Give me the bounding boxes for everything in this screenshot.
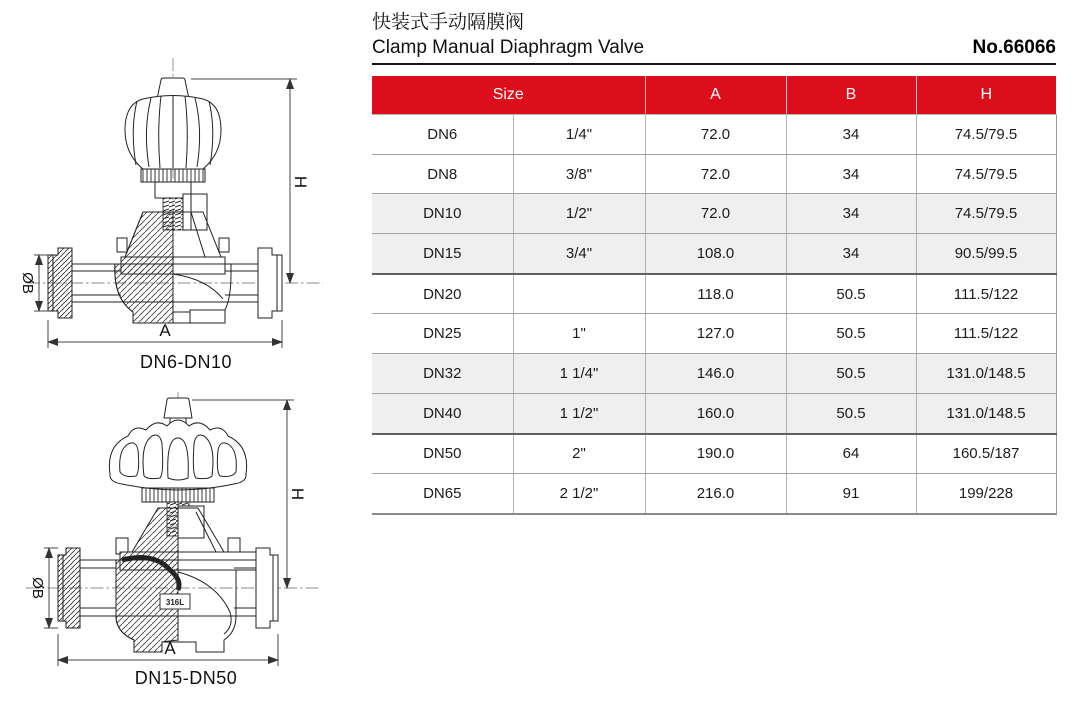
column-header-size: Size (372, 76, 645, 115)
valve-small-diagram (17, 52, 355, 352)
table-row (372, 314, 1056, 354)
a-value-cell: 146.0 (645, 354, 786, 394)
table-row (372, 115, 1056, 155)
size-inch-cell: 1 1/2" (513, 393, 645, 433)
column-header-h: H (916, 76, 1056, 115)
h-value-cell: 74.5/79.5 (916, 115, 1056, 155)
bonnet-section (132, 508, 178, 552)
table-row (372, 393, 1056, 433)
bonnet-section (125, 212, 173, 257)
a-value-cell: 118.0 (645, 274, 786, 314)
spec-table (372, 76, 1057, 515)
size-inch-cell: 1" (513, 314, 645, 354)
a-value-cell: 127.0 (645, 314, 786, 354)
table-row (372, 274, 1056, 314)
h-value-cell: 74.5/79.5 (916, 154, 1056, 194)
table-row (372, 234, 1056, 274)
drawing-dn15-dn50 (12, 390, 360, 700)
size-dn-cell: DN25 (372, 314, 513, 354)
h-value-cell: 131.0/148.5 (916, 354, 1056, 394)
size-inch-cell: 1/2" (513, 194, 645, 234)
dim-label-h: H (288, 487, 307, 501)
b-value-cell: 34 (786, 234, 916, 274)
size-inch-cell: 2 1/2" (513, 474, 645, 514)
size-dn-cell: DN32 (372, 354, 513, 394)
size-inch-cell: 1 1/4" (513, 354, 645, 394)
bonnet-lug-left (117, 238, 127, 252)
bonnet-lug-right (219, 238, 229, 252)
size-dn-cell: DN15 (372, 234, 513, 274)
table-row (372, 194, 1056, 234)
b-value-cell: 50.5 (786, 393, 916, 433)
valve-bonnet (117, 182, 229, 274)
h-value-cell: 160.5/187 (916, 434, 1056, 474)
column-header-b: B (786, 76, 916, 115)
valve-large-diagram (12, 390, 360, 670)
b-value-cell: 50.5 (786, 354, 916, 394)
table-row (372, 154, 1056, 194)
dimension-a (48, 320, 282, 348)
dim-label-a: A (159, 321, 171, 340)
size-inch-cell: 2" (513, 434, 645, 474)
table-row (372, 434, 1056, 474)
body-section-left (115, 264, 173, 323)
table-row (372, 354, 1056, 394)
material-stamp-label: 316L (165, 598, 185, 607)
spec-table-body (372, 115, 1056, 514)
a-value-cell: 190.0 (645, 434, 786, 474)
size-dn-cell: DN50 (372, 434, 513, 474)
drawing-dn6-dn10 (17, 52, 355, 382)
dimension-a (58, 634, 278, 666)
handwheel-knurl-ring (142, 488, 214, 502)
dim-label-b: ØB (19, 272, 36, 294)
a-value-cell: 216.0 (645, 474, 786, 514)
size-inch-cell: 1/4" (513, 115, 645, 155)
size-dn-cell: DN8 (372, 154, 513, 194)
h-value-cell: 111.5/122 (916, 314, 1056, 354)
title-row (372, 36, 1056, 65)
clamp-ferrule-left (48, 248, 72, 318)
size-dn-cell: DN65 (372, 474, 513, 514)
drain-boss (190, 310, 225, 323)
size-inch-cell (513, 274, 645, 314)
clamp-ferrule-right (256, 548, 278, 628)
caption-dn6-dn10: DN6-DN10 (139, 352, 233, 372)
clamp-ferrule-right (258, 248, 282, 318)
h-value-cell: 131.0/148.5 (916, 393, 1056, 433)
datasheet-panel (372, 10, 1056, 515)
size-dn-cell: DN6 (372, 115, 513, 155)
valve-knob (125, 78, 221, 182)
valve-handwheel (109, 398, 246, 502)
dim-label-h: H (291, 175, 310, 189)
b-value-cell: 34 (786, 154, 916, 194)
caption-dn15-dn50: DN15-DN50 (134, 668, 238, 688)
weir-curve (173, 274, 225, 312)
size-inch-cell: 3/8" (513, 154, 645, 194)
page-title-chinese: 快装式手动隔膜阀 (372, 12, 525, 33)
page-title-english: Clamp Manual Diaphragm Valve (372, 37, 645, 58)
table-row (372, 474, 1056, 514)
clamp-ferrule-left (58, 548, 80, 628)
column-header-a: A (645, 76, 786, 115)
size-dn-cell: DN10 (372, 194, 513, 234)
b-value-cell: 91 (786, 474, 916, 514)
b-value-cell: 50.5 (786, 274, 916, 314)
b-value-cell: 64 (786, 434, 916, 474)
b-value-cell: 34 (786, 115, 916, 155)
knob-knurl-ring (141, 169, 205, 182)
a-value-cell: 72.0 (645, 194, 786, 234)
dim-label-b: ØB (29, 577, 46, 599)
a-value-cell: 72.0 (645, 115, 786, 155)
size-dn-cell: DN20 (372, 274, 513, 314)
h-value-cell: 111.5/122 (916, 274, 1056, 314)
size-inch-cell: 3/4" (513, 234, 645, 274)
product-number: No.66066 (972, 37, 1056, 58)
a-value-cell: 72.0 (645, 154, 786, 194)
size-dn-cell: DN40 (372, 393, 513, 433)
h-value-cell: 90.5/99.5 (916, 234, 1056, 274)
h-value-cell: 199/228 (916, 474, 1056, 514)
b-value-cell: 34 (786, 194, 916, 234)
dim-label-a: A (164, 639, 176, 658)
a-value-cell: 108.0 (645, 234, 786, 274)
h-value-cell: 74.5/79.5 (916, 194, 1056, 234)
spec-table-header (372, 76, 1056, 115)
a-value-cell: 160.0 (645, 393, 786, 433)
b-value-cell: 50.5 (786, 314, 916, 354)
